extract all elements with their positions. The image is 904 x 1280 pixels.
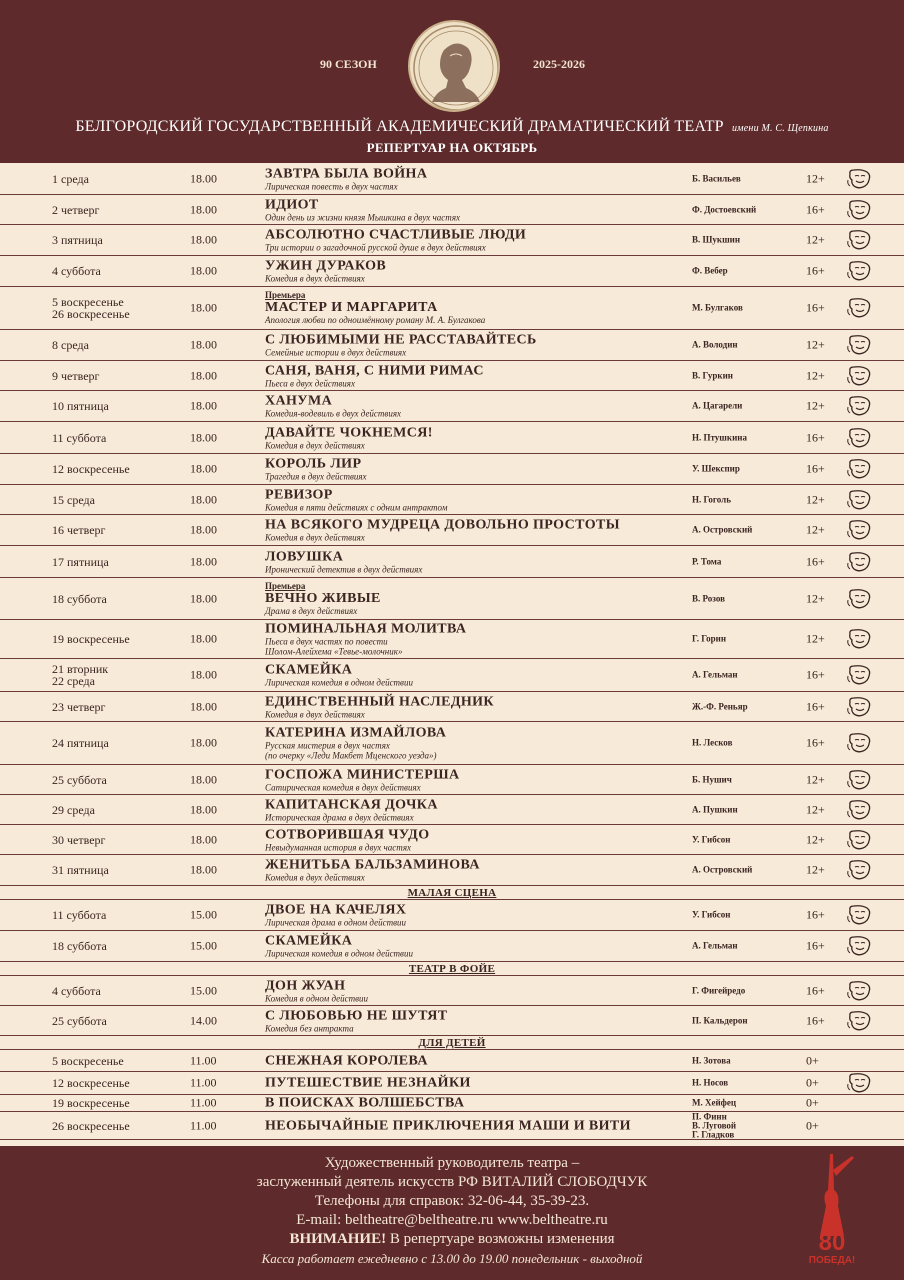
row-time: 18.00: [190, 772, 217, 786]
age-rating: 0+: [806, 1118, 819, 1132]
row-show: [265, 333, 685, 358]
footer-director-line1: Художественный руководитель театра –: [324, 1155, 580, 1171]
show-description: Один день из жизни князя Мышкина в двух частях: [265, 212, 461, 222]
row-date: 29 среда: [52, 802, 95, 817]
row-date: 2 четверг: [52, 202, 100, 217]
row-author: М. Хейфец: [692, 1097, 737, 1108]
row-date: 11 суббота: [52, 908, 107, 922]
theatre-name: [0, 118, 904, 136]
show-title: ЗАВТРА БЫЛА ВОЙНА: [265, 166, 428, 181]
show-title: ГОСПОЖА МИНИСТЕРША: [265, 767, 460, 782]
row-show: [265, 726, 685, 761]
row-show: [265, 797, 685, 822]
age-rating: 16+: [806, 554, 825, 568]
show-title: С ЛЮБИМЫМИ НЕ РАССТАВАЙТЕСЬ: [265, 332, 537, 348]
row-time: 18.00: [190, 699, 217, 713]
row-time: 18.00: [190, 398, 217, 413]
show-description: Лирическая комедия в одном действии: [265, 677, 413, 688]
schedule-row: [0, 361, 904, 391]
show-description: Лирическая повесть в двух частях: [265, 181, 398, 191]
schedule-row: [0, 900, 904, 931]
row-show: [265, 1053, 685, 1068]
footer-contacts: E-mail: beltheatre@beltheatre.ru www.beltheatre.ru: [296, 1212, 608, 1228]
show-description: Трагедия в двух действиях: [265, 471, 367, 482]
row-show: [265, 903, 685, 928]
section-foyer-label: ТЕАТР В ФОЙЕ: [408, 963, 496, 975]
row-date: 25 суббота: [52, 772, 107, 787]
age-rating: 0+: [806, 1075, 819, 1090]
theatre-mask-icon: [846, 628, 872, 650]
row-show: [265, 1076, 685, 1091]
row-date: 5 воскресенье: [52, 1053, 124, 1068]
row-time: 11.00: [190, 1095, 217, 1110]
row-show: [265, 518, 685, 543]
theatre-mask-icon: [846, 859, 872, 881]
age-rating: 16+: [806, 938, 825, 953]
row-time: 18.00: [190, 368, 217, 382]
row-author: А. Гельман: [692, 940, 738, 951]
row-author: А. Володин: [692, 339, 738, 350]
row-author: Н. Птушкина: [692, 432, 747, 442]
row-author: В. Розов: [692, 593, 725, 603]
theatre-name-sub: имени М. С. Щепкина: [731, 123, 829, 134]
row-author: А. Островский: [692, 864, 753, 875]
row-date: 24 пятница: [52, 736, 109, 750]
row-time: 18.00: [190, 337, 217, 352]
row-author: В. Гуркин: [692, 370, 733, 380]
show-title: САНЯ, ВАНЯ, С НИМИ РИМАС: [265, 363, 484, 378]
row-show: [265, 259, 685, 284]
row-show: [265, 934, 685, 959]
row-date: 18 суббота: [52, 591, 107, 606]
age-rating: 16+: [806, 202, 825, 216]
row-date: 9 четверг: [52, 368, 100, 383]
footer-phones: Телефоны для справок: 32-06-44, 35-39-23.: [314, 1193, 590, 1209]
row-date: 10 пятница: [52, 399, 109, 413]
section-kids-label: ДЛЯ ДЕТЕЙ: [418, 1037, 486, 1049]
row-time: 18.00: [190, 300, 217, 315]
row-time: 18.00: [190, 832, 217, 846]
row-author: А. Гельман: [692, 669, 738, 680]
show-description: Комедия без антракта: [265, 1023, 354, 1033]
age-rating: 16+: [806, 699, 825, 713]
schedule-row: [0, 976, 904, 1006]
age-rating: 12+: [806, 171, 825, 185]
theatre-name-main: БЕЛГОРОДСКИЙ ГОСУДАРСТВЕННЫЙ АКАДЕМИЧЕСКИЙ ДРАМАТИЧЕСКИЙ ТЕАТР: [75, 118, 724, 135]
schedule-row: [0, 765, 904, 795]
theatre-mask-icon: [846, 904, 872, 926]
row-show: [265, 827, 685, 852]
theatre-mask-icon: [846, 297, 872, 319]
age-rating: 16+: [806, 300, 825, 315]
row-show: [265, 694, 685, 719]
schedule-row: [0, 1072, 904, 1095]
row-author: У. Шекспир: [692, 463, 740, 474]
row-author: Ф. Вебер: [692, 265, 728, 276]
row-time: 14.00: [190, 1013, 217, 1027]
row-date: 3 пятница: [52, 233, 103, 247]
row-date: 23 четверг: [52, 699, 106, 714]
schedule-row: [0, 825, 904, 855]
show-title: ЛОВУШКА: [265, 549, 344, 564]
footer-cash-hours: Касса работает ежедневно с 13.00 до 19.00 понедельник - выходной: [261, 1251, 643, 1266]
age-rating: 12+: [806, 337, 825, 352]
row-show: [265, 663, 685, 688]
row-time: 18.00: [190, 263, 217, 278]
theatre-mask-icon: [846, 489, 872, 511]
age-rating: 16+: [806, 461, 825, 476]
show-description: Комедия в пяти действиях с одним антрактом: [265, 502, 448, 512]
row-show: [265, 1096, 685, 1111]
badge-word: ПОБЕДА!: [808, 1255, 856, 1266]
row-time: 11.00: [190, 1053, 217, 1067]
schedule-row: [0, 287, 904, 330]
theatre-mask-icon: [846, 551, 872, 573]
premiere-label: Премьера: [265, 580, 306, 591]
schedule-row: [0, 578, 904, 620]
show-title: ДАВАЙТЕ ЧОКНЕМСЯ!: [265, 425, 433, 440]
show-description: Сатирическая комедия в двух действиях: [265, 782, 421, 792]
row-date: 11 суббота: [52, 430, 107, 445]
age-rating: 16+: [806, 263, 825, 278]
show-title: УЖИН ДУРАКОВ: [265, 258, 387, 274]
page-footer: [0, 1146, 904, 1280]
age-rating: 12+: [806, 522, 825, 537]
age-rating: 16+: [806, 667, 825, 682]
row-date: 12 воскресенье: [52, 1076, 130, 1090]
age-rating: 16+: [806, 1013, 825, 1027]
schedule-row: [0, 1006, 904, 1036]
row-show: [265, 549, 685, 574]
row-author: А. Пушкин: [692, 804, 738, 814]
theatre-mask-icon: [846, 829, 872, 851]
theatre-mask-icon: [846, 980, 872, 1002]
footer-warning-strong: ВНИМАНИЕ!: [289, 1231, 387, 1247]
show-title: ПОМИНАЛЬНАЯ МОЛИТВА: [265, 621, 467, 637]
show-title: КАТЕРИНА ИЗМАЙЛОВА: [265, 725, 447, 741]
schedule-row: [0, 454, 904, 485]
show-description: Драма в двух действиях: [265, 605, 358, 616]
row-show: [265, 767, 685, 792]
schedule-row: [0, 225, 904, 256]
row-time: 15.00: [190, 983, 217, 997]
row-author: У. Гибсон: [692, 909, 731, 920]
schedule-row: [0, 1112, 904, 1140]
row-author: У. Гибсон: [692, 834, 731, 844]
row-date: 19 воскресенье: [52, 1096, 130, 1110]
theatre-mask-icon: [846, 458, 872, 480]
age-rating: 16+: [806, 907, 825, 922]
row-show: [265, 487, 685, 512]
show-title: СНЕЖНАЯ КОРОЛЕВА: [265, 1053, 428, 1068]
show-title: ЕДИНСТВЕННЫЙ НАСЛЕДНИК: [265, 694, 494, 709]
row-author: А. Цагарели: [692, 400, 743, 411]
age-rating: 16+: [806, 983, 825, 997]
show-title: ПУТЕШЕСТВИЕ НЕЗНАЙКИ: [265, 1075, 471, 1091]
show-description: Историческая драма в двух действиях: [265, 812, 414, 822]
row-show: [265, 166, 685, 191]
age-rating: 12+: [806, 368, 825, 382]
row-date: 26 воскресенье: [52, 1118, 130, 1133]
row-time: 18.00: [190, 802, 217, 816]
theatre-mask-icon: [846, 1072, 872, 1094]
row-date: 17 пятница: [52, 554, 109, 569]
row-author: В. Шукшин: [692, 234, 741, 245]
row-time: 18.00: [190, 202, 217, 216]
show-description: Комедия-водевиль в двух действиях: [265, 408, 402, 419]
row-date: 16 четверг: [52, 523, 106, 537]
row-author: Б. Васильев: [692, 173, 741, 183]
row-show: [265, 197, 685, 222]
row-show: [265, 425, 685, 450]
row-time: 18.00: [190, 735, 217, 750]
row-author: Н. Лесков: [692, 737, 733, 748]
age-rating: 0+: [806, 1053, 819, 1067]
row-date: 5 воскресенье 26 воскресенье: [52, 295, 130, 321]
row-date: 12 воскресенье: [52, 462, 130, 476]
show-title: В ПОИСКАХ ВОЛШЕБСТВА: [265, 1095, 465, 1111]
show-description: Комедия в двух действиях: [265, 709, 365, 719]
schedule-row: [0, 931, 904, 962]
theatre-mask-icon: [846, 732, 872, 754]
age-rating: 12+: [806, 591, 825, 605]
row-time: 18.00: [190, 862, 217, 877]
row-show: [265, 394, 685, 419]
show-title: МАСТЕР И МАРГАРИТА: [265, 300, 438, 315]
age-rating: 12+: [806, 772, 825, 786]
theatre-mask-icon: [846, 229, 872, 251]
row-time: 15.00: [190, 938, 217, 953]
row-show: [265, 363, 685, 388]
row-time: 18.00: [190, 430, 217, 444]
age-rating: 12+: [806, 232, 825, 247]
age-rating: 16+: [806, 430, 825, 444]
show-title: АБСОЛЮТНО СЧАСТЛИВЫЕ ЛЮДИ: [265, 227, 527, 243]
row-time: 18.00: [190, 554, 217, 568]
schedule-row: [0, 692, 904, 722]
show-description: Семейные истории в двух действиях: [265, 347, 407, 358]
show-title: ДВОЕ НА КАЧЕЛЯХ: [265, 902, 407, 918]
row-date: 21 вторник 22 среда: [52, 662, 109, 688]
schedule-row: [0, 1050, 904, 1072]
age-rating: 12+: [806, 862, 825, 877]
theatre-mask-icon: [846, 395, 872, 417]
show-description: Лирическая драма в одном действии: [265, 917, 406, 928]
row-show: [265, 978, 685, 1003]
row-date: 4 суббота: [52, 264, 101, 278]
age-rating: 0+: [806, 1095, 819, 1110]
show-description: Шолом-Алейхема «Тевье-молочник»: [265, 646, 403, 657]
theatre-mask-icon: [846, 365, 872, 387]
theatre-mask-icon: [846, 199, 872, 221]
show-title: СКАМЕЙКА: [265, 933, 353, 949]
schedule-row: [0, 330, 904, 361]
page-header: [0, 0, 904, 163]
show-title: С ЛЮБОВЬЮ НЕ ШУТЯТ: [265, 1008, 448, 1023]
theatre-mask-icon: [846, 935, 872, 957]
schedule-row: [0, 515, 904, 546]
schedule-row: [0, 422, 904, 454]
row-author: Н. Гоголь: [692, 494, 731, 504]
show-description: Комедия в двух действиях: [265, 532, 365, 543]
section-kids: [0, 1036, 904, 1050]
schedule-row: [0, 195, 904, 225]
row-date: 4 суббота: [52, 983, 101, 998]
schedule-row: [0, 722, 904, 765]
section-small-stage: [0, 886, 904, 900]
age-rating: 12+: [806, 631, 825, 646]
row-date: 19 воскресенье: [52, 632, 130, 646]
show-title: ИДИОТ: [265, 197, 319, 212]
row-time: 18.00: [190, 631, 217, 646]
schedule-row: [0, 795, 904, 825]
row-author: Г. Фигейредо: [692, 985, 746, 995]
row-author: Ф. Достоевский: [692, 204, 757, 214]
show-description: Пьеса в двух частях по повести: [265, 636, 388, 647]
schedule-row: [0, 485, 904, 515]
show-title: СКАМЕЙКА: [265, 662, 353, 678]
row-show: [265, 457, 685, 482]
section-small-stage-label: МАЛАЯ СЦЕНА: [407, 887, 497, 899]
show-description: Русская мистерия в двух частях: [265, 740, 390, 751]
row-show: [265, 1008, 685, 1033]
show-description: Комедия в двух действиях: [265, 872, 365, 883]
row-date: 18 суббота: [52, 939, 107, 953]
badge-number: 80: [818, 1229, 846, 1256]
row-author: Г. Горин: [692, 633, 727, 644]
row-show: [265, 582, 685, 616]
theatre-mask-icon: [846, 168, 872, 190]
theatre-mask-icon: [846, 664, 872, 686]
show-description: Иронический детектив в двух действиях: [265, 564, 423, 574]
row-date: 1 среда: [52, 171, 89, 186]
row-time: 18.00: [190, 461, 217, 476]
footer-warning-text: В репертуаре возможны изменения: [386, 1231, 615, 1247]
show-title: ЖЕНИТЬБА БАЛЬЗАМИНОВА: [265, 857, 480, 873]
theatre-mask-icon: [846, 769, 872, 791]
age-rating: 16+: [806, 735, 825, 750]
schedule-row: [0, 256, 904, 287]
show-title: ДОН ЖУАН: [265, 978, 346, 993]
show-title: РЕВИЗОР: [265, 487, 333, 502]
row-time: 18.00: [190, 591, 217, 605]
theatre-mask-icon: [846, 519, 872, 541]
show-description: Комедия в двух действиях: [265, 273, 365, 284]
schedule-row: [0, 620, 904, 659]
repertoire-table: [0, 163, 904, 1140]
show-title: НА ВСЯКОГО МУДРЕЦА ДОВОЛЬНО ПРОСТОТЫ: [265, 517, 620, 533]
section-foyer: [0, 962, 904, 976]
row-author: А. Островский: [692, 524, 753, 535]
row-author: Ж.-Ф. Реньяр: [692, 701, 748, 711]
show-description: Невыдуманная история в двух частях: [265, 842, 412, 852]
age-rating: 12+: [806, 398, 825, 413]
shchepkin-portrait-emblem: [408, 20, 500, 112]
age-rating: 12+: [806, 832, 825, 846]
schedule-row: [0, 855, 904, 886]
row-author: П. Кальдерон: [692, 1015, 748, 1025]
schedule-row: [0, 1095, 904, 1112]
row-time: 18.00: [190, 171, 217, 185]
row-date: 25 суббота: [52, 1013, 107, 1028]
theatre-mask-icon: [846, 588, 872, 610]
row-author: Р. Тома: [692, 556, 722, 566]
row-date: 31 пятница: [52, 863, 109, 877]
schedule-row: [0, 546, 904, 578]
row-date: 30 четверг: [52, 832, 106, 847]
show-description: Пьеса в двух действиях: [265, 378, 355, 388]
footer-warning: [0, 1230, 904, 1249]
row-time: 18.00: [190, 232, 217, 247]
show-title: ВЕЧНО ЖИВЫЕ: [265, 590, 381, 606]
show-title: КОРОЛЬ ЛИР: [265, 456, 362, 472]
row-time: 18.00: [190, 522, 217, 537]
show-title: ХАНУМА: [265, 393, 333, 409]
show-description: Апология любви по одноимённому роману М. А. Булгакова: [265, 315, 486, 325]
row-time: 15.00: [190, 907, 217, 922]
show-title: НЕОБЫЧАЙНЫЕ ПРИКЛЮЧЕНИЯ МАШИ И ВИТИ: [265, 1118, 631, 1133]
row-author: Н. Носов: [692, 1077, 729, 1088]
row-author: П. Финн В. Луговой Г. Гладков: [692, 1111, 737, 1139]
row-date: 15 среда: [52, 492, 95, 507]
row-show: [265, 291, 685, 325]
age-rating: 12+: [806, 492, 825, 506]
repertoire-title: РЕПЕРТУАР НА ОКТЯБРЬ: [366, 140, 538, 155]
theatre-mask-icon: [846, 260, 872, 282]
season-years: 2025-2026: [533, 57, 585, 71]
row-author: М. Булгаков: [692, 302, 743, 313]
season-label: 90 СЕЗОН: [320, 57, 377, 71]
row-time: 18.00: [190, 492, 217, 506]
show-title: СОТВОРИВШАЯ ЧУДО: [265, 827, 430, 842]
theatre-mask-icon: [846, 799, 872, 821]
row-show: [265, 1118, 685, 1133]
show-title: КАПИТАНСКАЯ ДОЧКА: [265, 797, 438, 812]
show-description: Комедия в одном действии: [265, 993, 369, 1003]
schedule-row: [0, 163, 904, 195]
row-time: 18.00: [190, 667, 217, 682]
theatre-mask-icon: [846, 334, 872, 356]
show-description: Комедия в двух действиях: [265, 440, 365, 450]
footer-director-line2: заслуженный деятель искусств РФ ВИТАЛИЙ СЛОБОДЧУК: [256, 1174, 648, 1190]
row-show: [265, 858, 685, 883]
row-show: [265, 228, 685, 253]
row-author: Н. Зотова: [692, 1055, 731, 1065]
show-description: (по очерку «Леди Макбет Мценского уезда»): [265, 750, 437, 761]
row-time: 11.00: [190, 1075, 217, 1090]
row-author: Б. Нушич: [692, 774, 732, 784]
theatre-mask-icon: [846, 1010, 872, 1032]
theatre-mask-icon: [846, 427, 872, 449]
row-show: [265, 622, 685, 657]
row-time: 11.00: [190, 1118, 217, 1132]
premiere-label: Премьера: [265, 290, 306, 300]
age-rating: 12+: [806, 802, 825, 816]
theatre-mask-icon: [846, 696, 872, 718]
show-description: Лирическая комедия в одном действии: [265, 948, 413, 959]
row-date: 8 среда: [52, 338, 89, 352]
schedule-row: [0, 659, 904, 692]
victory-80-badge: [800, 1150, 864, 1270]
show-description: Три истории о загадочной русской душе в двух действиях: [265, 242, 486, 253]
schedule-row: [0, 391, 904, 422]
